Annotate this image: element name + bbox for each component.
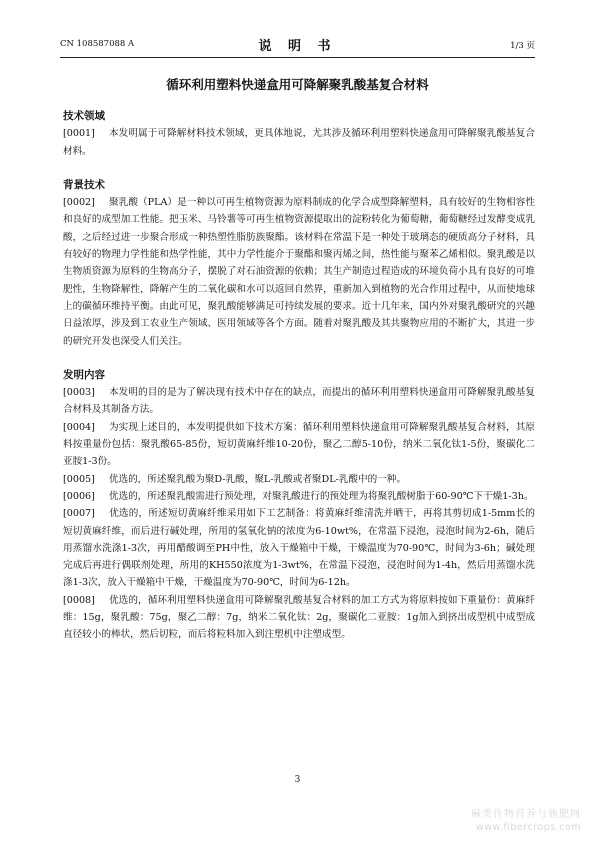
publication-number: CN 108587088 A — [60, 39, 135, 49]
watermark — [471, 805, 581, 833]
paragraph-text: 优选的，所述聚乳酸需进行预处理，对聚乳酸进行的预处理为将聚乳酸树脂于60-90℃下干燥1-3h。 — [108, 490, 534, 502]
section-heading-background: 背景技术 — [63, 178, 105, 191]
paragraph-text: 本发明属于可降解材料技术领域，更具体地说，尤其涉及循环利用塑料快递盒用可降解聚乳酸基复合材料。 — [63, 128, 535, 157]
paragraph-0007 — [63, 505, 535, 591]
paragraph-0001 — [63, 125, 535, 160]
paragraph-number: [0007] — [63, 508, 95, 520]
document-type: 说 明 书 — [258, 39, 337, 54]
page-header — [60, 35, 535, 53]
paragraph-0005 — [63, 471, 535, 488]
section-heading-invention-content: 发明内容 — [63, 368, 105, 381]
paragraph-text: 本发明的目的是为了解决现有技术中存在的缺点，而提出的循环利用塑料快递盒用可降解聚乳酸基复合材料及其制备方法。 — [63, 387, 535, 416]
paragraph-number: [0004] — [63, 421, 95, 433]
paragraph-number: [0002] — [63, 197, 95, 209]
paragraph-text: 聚乳酸（PLA）是一种以可再生植物资源为原料制成的化学合成型降解塑料，具有较好的生物相容性和良好的成型加工性能。把玉米、马铃薯等可再生植物资源提取出的淀粉转化为葡萄糖，葡萄糖经过发酵变成乳酸，之后经过进一步聚合形成一种热塑性脂肪族聚酯。该材料在常温下是一种处于玻璃态的硬质高分子材料，具有较好的物理力学性能和热学性能，其中力学性能介于聚酯和聚丙烯之间，热性能与聚苯乙烯相似。聚乳酸是以生物质资源为原料的生物高分子，摆脱了对石油资源的依赖；其生产制造过程造成的环境负荷小具有良好的可堆肥性，生物降解性，降解产生的二氧化碳和水可以返回自然界，重新加入到植物的光合作用过程中，从而使地球上的碳循环维持平衡。由此可见，聚乳酸能够满足可持续发展的要求。近十几年来，国内外对聚乳酸研究的兴趣日益浓厚，涉及到工农业生产领域、医用领域等各个方面。随着对聚乳酸及其共聚物应用的不断扩大，其进一步的研究开发也深受人们关注。 — [63, 197, 535, 347]
paragraph-text: 优选的，循环利用塑料快递盒用可降解聚乳酸基复合材料的加工方式为将原料按如下重量份：黄麻纤维：15g，聚乳酸：75g，聚乙二醇：7g，纳米二氧化钛：2g，聚碳化二亚胺：1g加入到挤出成型机中成型成直径较小的棒状，然后切粒，而后将粒料加入到注塑机中注塑成型。 — [63, 594, 535, 641]
paragraph-number: [0005] — [63, 473, 95, 485]
paragraph-0004 — [63, 419, 535, 471]
page-indicator: 1/3 页 — [510, 41, 535, 51]
watermark-site-name: 麻类作物营养与施肥网 — [471, 809, 581, 820]
paragraph-number: [0001] — [63, 128, 95, 140]
paragraph-number: [0003] — [63, 387, 95, 399]
paragraph-number: [0006] — [63, 490, 95, 502]
paragraph-0008 — [63, 592, 535, 644]
document-title: 循环利用塑料快递盒用可降解聚乳酸基复合材料 — [166, 77, 429, 92]
paragraph-0006 — [63, 488, 535, 505]
paragraph-0002 — [63, 194, 535, 350]
paragraph-number: [0008] — [63, 594, 95, 606]
paragraph-0003 — [63, 384, 535, 419]
paragraph-text: 为实现上述目的，本发明提供如下技术方案：循环利用塑料快递盒用可降解聚乳酸基复合材料，其原料按重量份包括：聚乳酸65-85份，短切黄麻纤维10-20份，聚乙二醇5-10份，纳米二氧化钛1-5份，聚碳化二亚胺1-3份。 — [63, 421, 535, 468]
paragraph-text: 优选的，所述短切黄麻纤维采用如下工艺制备：将黄麻纤维清洗并晒干，再将其剪切成1-5mm长的短切黄麻纤维，而后进行碱处理，所用的氢氧化钠的浓度为6-10wt%，在常温下浸泡，浸泡时间为2-6h，随后用蒸馏水洗涤1-3次，再用醋酸调至PH中性，放入干燥箱中干燥，干燥温度为70-90℃，时间为3-6h；碱处理完成后再进行偶联剂处理，所用的KH550浓度为1-3wt%，在常温下浸泡，浸泡时间为1-4h，然后用蒸馏水洗涤1-3次，放入干燥箱中干燥，干燥温度为70-90℃，时间为6-12h。 — [63, 508, 535, 589]
section-heading-technical-field: 技术领域 — [63, 110, 105, 122]
header-divider — [60, 57, 535, 58]
document-body — [63, 108, 535, 644]
watermark-url: www.fibercrops.com — [475, 822, 581, 833]
page-number: 3 — [294, 775, 301, 785]
paragraph-text: 优选的，所述聚乳酸为聚D-乳酸，聚L-乳酸或者聚DL-乳酸中的一种。 — [108, 473, 406, 485]
